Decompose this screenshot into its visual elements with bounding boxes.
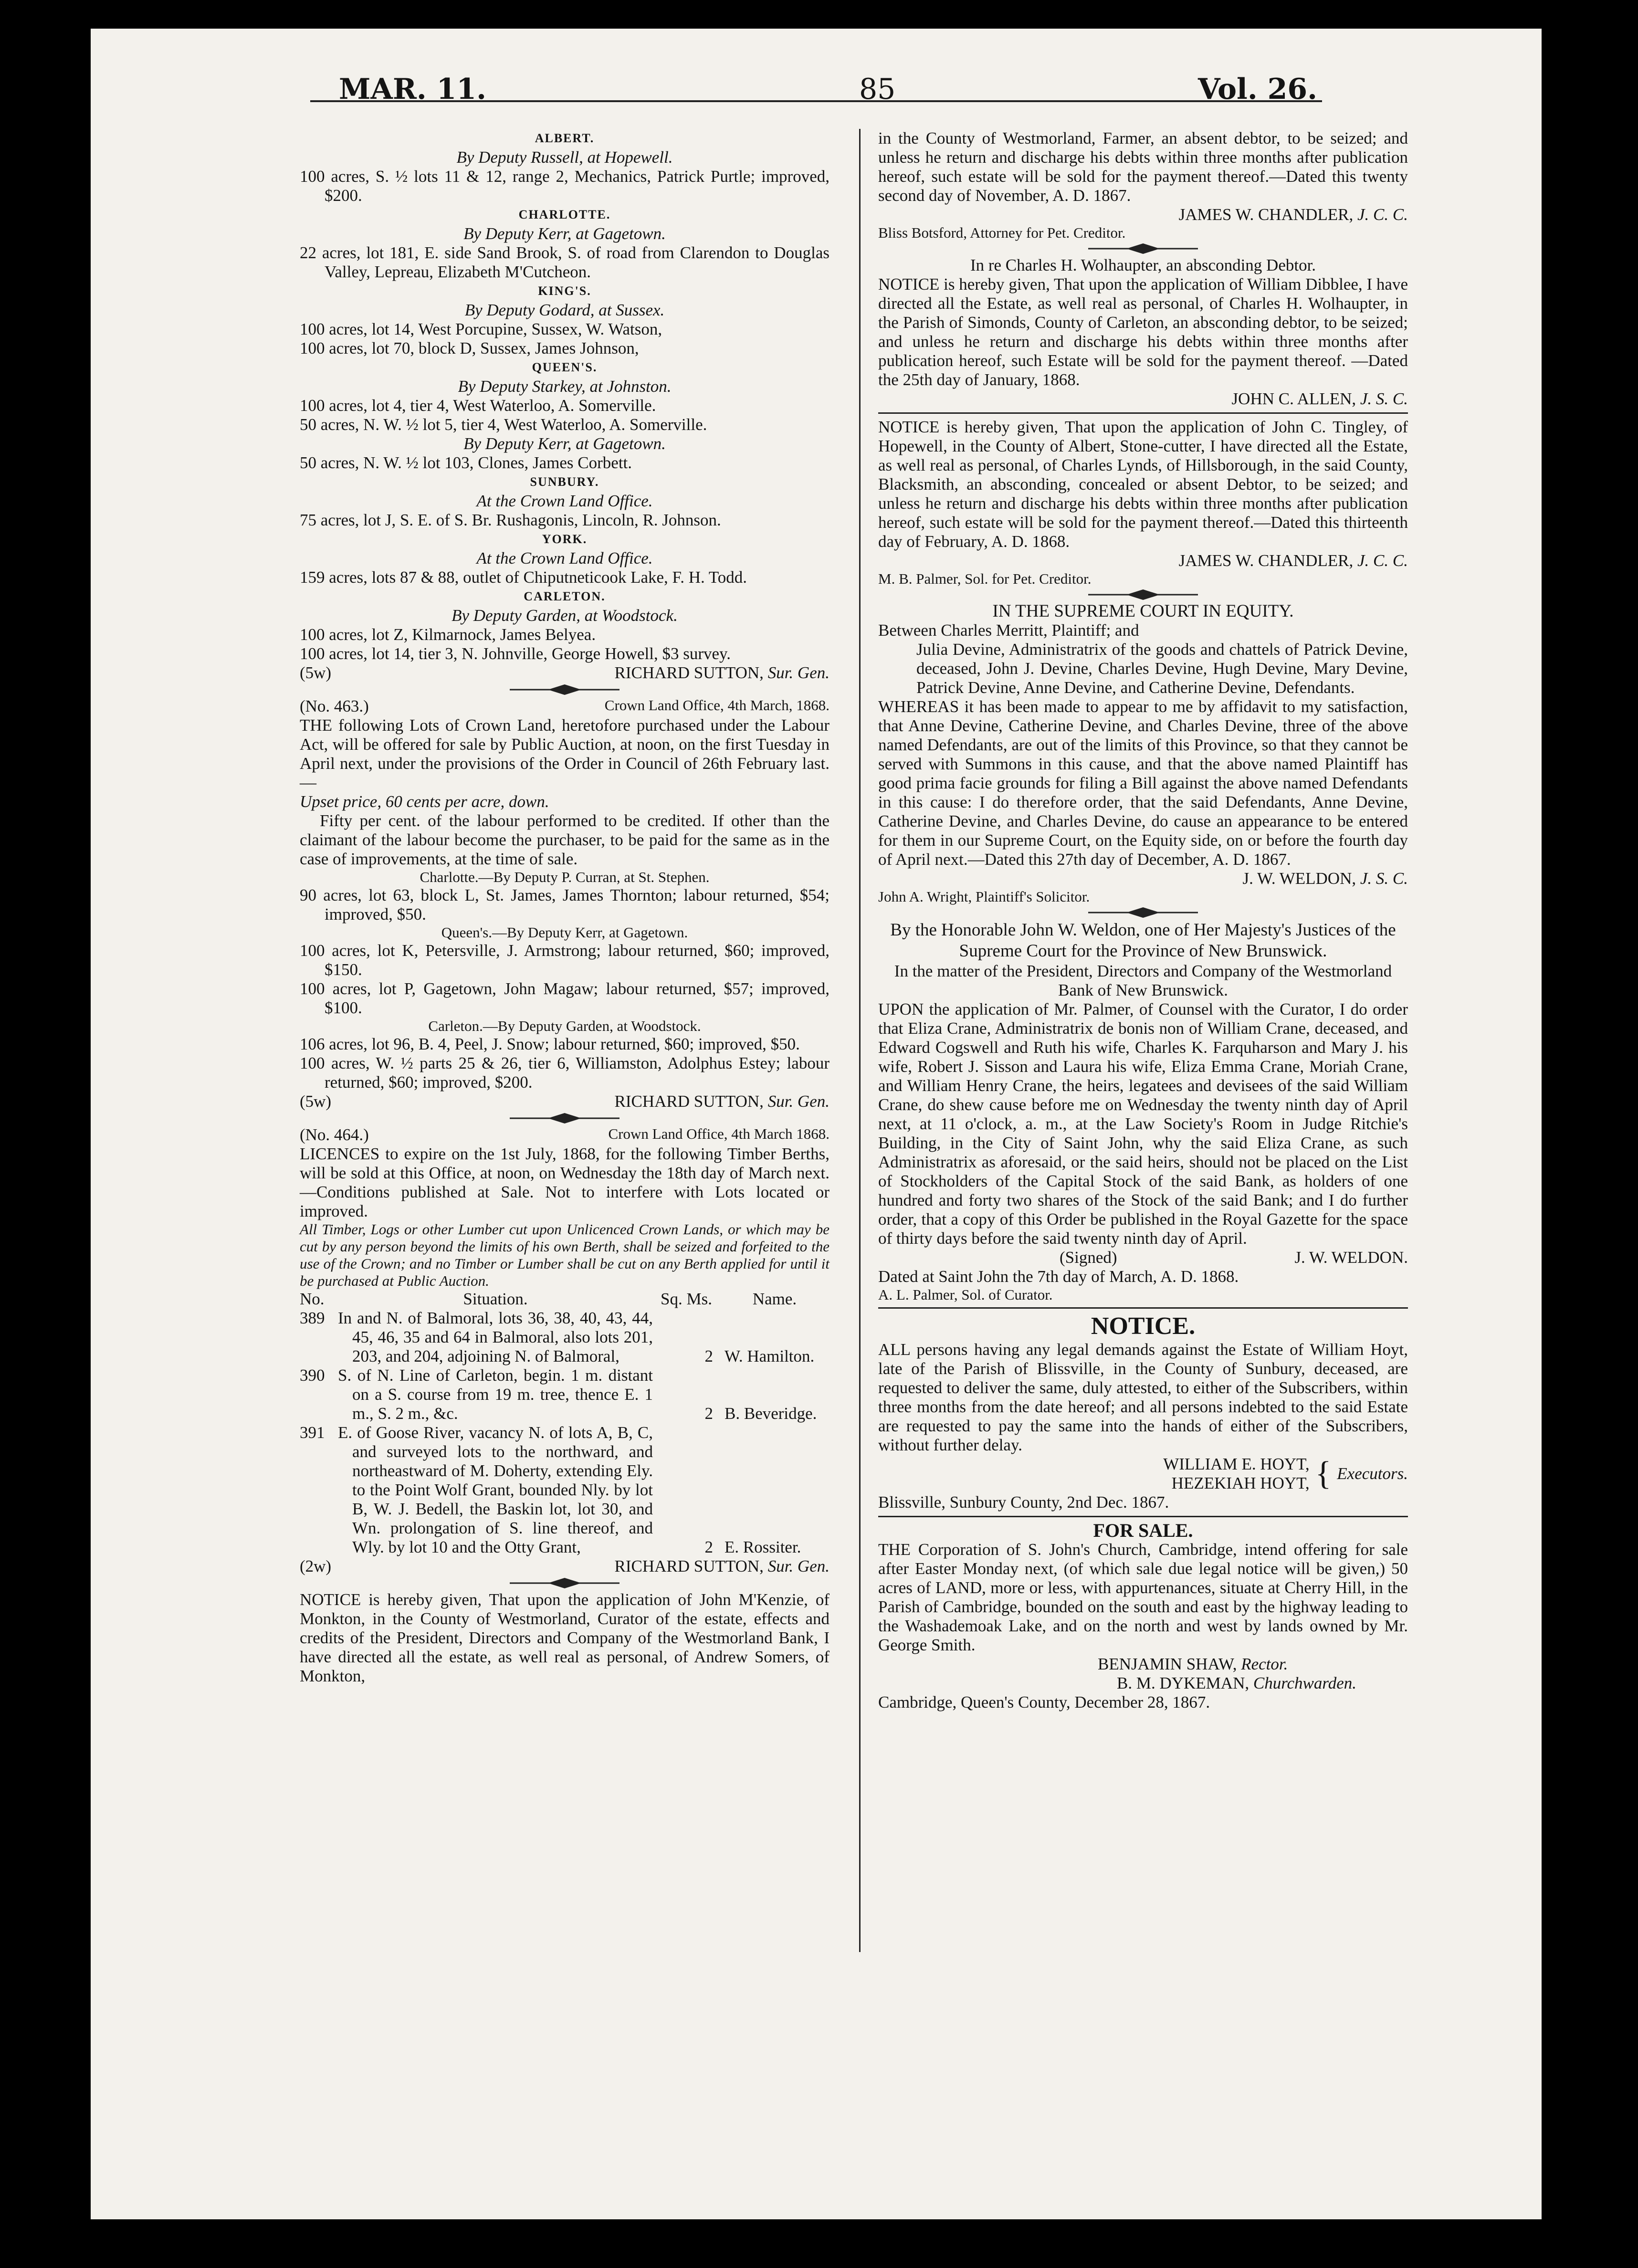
notice-paragraph: UPON the application of Mr. Palmer, of Counsel with the Curator, I do order that Eliza Crane, Administratrix de bonis non of William Crane, deceased, and Edward Cogswell and Ruth his wife, Charles K. Farquharson and Mary J. his wife, Robert J. Sisson and Laura his wife, Eliza Emma Crane, Moriah Crane, and William Henry Crane, the heirs, legatees and devisees of the said William Crane, do shew cause before me on Wednesday the twenty ninth day of April next, at 11 o'clock, a. m., at the Law Society's Room in Judge Ritchie's Building, in the City of Saint John, why the said Eliza Crane, as such Administratrix as aforesaid, or the said heirs, should not be placed on the List of Stockholders of the Capital Stock of the said Bank, as holders of one hundred and forty two shares of the Stock of the said Bank; and I do further order, that a copy of this Order be published in the Royal Gazette for the space of thirty days before the said twenty ninth day of April.	[878, 1000, 1408, 1248]
berth-no: 389	[300, 1309, 325, 1327]
header-rule	[310, 100, 1322, 102]
signature-line	[878, 551, 1408, 570]
county-subhead: Charlotte.—By Deputy P. Curran, at St. Stephen.	[420, 869, 710, 885]
executors-block	[878, 1455, 1408, 1493]
county-heading: SUNBURY.	[530, 475, 599, 489]
notice-paragraph: NOTICE is hereby given, That upon the application of John M'Kenzie, of Monkton, in the County of Westmorland, Curator of the estate, effects and credits of the President, Directors and Company of the Westmorland Bank, I have directed all the estate, as well real as personal, of Andrew Somers, of Monkton,	[300, 1590, 830, 1685]
county-heading: QUEEN'S.	[532, 360, 598, 374]
land-entry: 100 acres, lot P, Gagetown, John Magaw; labour returned, $57; improved, $100.	[300, 979, 830, 1017]
notice-heading: In re Charles H. Wolhaupter, an absconding Debtor.	[970, 256, 1316, 274]
col-situation: Situation.	[463, 1290, 528, 1308]
signer-name: B. M. DYKEMAN,	[1117, 1674, 1250, 1692]
signer-title: Sur. Gen.	[767, 1557, 830, 1575]
executors-title: Executors.	[1337, 1464, 1408, 1483]
solicitor-line: John A. Wright, Plaintiff's Solicitor.	[878, 888, 1090, 905]
signer-name: RICHARD SUTTON,	[614, 663, 764, 682]
land-entry: 106 acres, lot 96, B. 4, Peel, J. Snow; labour returned, $60; improved, $50.	[300, 1035, 800, 1053]
notice-number: (No. 463.)	[300, 697, 369, 715]
notice-paragraph: NOTICE is hereby given, That upon the application of William Dibblee, I have directed all the Estate, as well real as personal, of Charles H. Wolhaupter, in the Parish of Simonds, County of Carleton, an absconding debtor, to be seized; and unless he return and discharge his debts within three months after publication hereof, such Estate will be sold for the payment thereof. —Dated the 25th day of January, 1868.	[878, 275, 1408, 389]
divider-ornament	[878, 588, 1408, 602]
signer-title: J. S. C.	[1360, 389, 1408, 408]
notice-paragraph: THE following Lots of Crown Land, heretofore purchased under the Labour Act, will be offered for sale by Public Auction, at noon, on the first Tuesday in April next, under the provisions of the Order in Council of 26th February last.—	[300, 716, 830, 792]
berth-situation: E. of Goose River, vacancy N. of lots A, B, C, and surveyed lots to the northward, and northeastward of M. Doherty, extending Ely. to the Point Wolf Grant, bounded Nly. by lot B, W. J. Bedell, the Baskin lot, lot 30, and Wn. prolongation of S. line thereof, and Wly. by lot 10 and the Otty Grant,	[338, 1423, 653, 1556]
col-no: No.	[300, 1290, 325, 1308]
berth-no: 391	[300, 1423, 325, 1442]
notice-paragraph: ALL persons having any legal demands against the Estate of William Hoyt, late of the Parish of Blissville, in the County of Sunbury, deceased, are requested to deliver the same, duly attested, to either of the Subscribers, within three months from the date hereof; and all persons indebted to the said Estate are requested to pay the same into the hands of either of the Subscribers, without further delay.	[878, 1340, 1408, 1454]
signer-title: Churchwarden.	[1253, 1674, 1357, 1692]
deputy-line: By Deputy Godard, at Sussex.	[464, 301, 665, 319]
signer-name: RICHARD SUTTON,	[614, 1092, 764, 1111]
divider-ornament	[300, 1576, 830, 1590]
signature-line	[878, 1655, 1408, 1674]
signer-title: J. C. C.	[1357, 551, 1408, 570]
left-column	[300, 129, 830, 1686]
column-divider	[859, 129, 861, 1952]
county-heading: ALBERT.	[535, 131, 595, 145]
notice-title: NOTICE.	[1091, 1312, 1196, 1340]
berth-no: 390	[300, 1366, 325, 1385]
signature-line	[878, 1248, 1408, 1267]
divider-rule	[878, 1516, 1408, 1517]
land-entry: 90 acres, lot 63, block L, St. James, James Thornton; labour returned, $54; improved, $50.	[300, 886, 830, 924]
notice-paragraph: in the County of Westmorland, Farmer, an absent debtor, to be seized; and unless he return and discharge his debts within three months after publication hereof, such estate will be sold for the payment thereof.—Dated this twenty second day of November, A. D. 1867.	[878, 129, 1408, 205]
signer-title: Sur. Gen.	[767, 1092, 830, 1111]
signature-line	[300, 663, 830, 682]
land-entry: 22 acres, lot 181, E. side Sand Brook, S. of road from Clarendon to Douglas Valley, Lepreau, Elizabeth M'Cutcheon.	[300, 243, 830, 281]
signer-name: J. W. WELDON,	[1242, 869, 1356, 888]
header-volume: Vol. 26.	[1197, 73, 1317, 106]
table-row	[300, 1366, 830, 1423]
land-entry: 100 acres, lot 14, tier 3, N. Johnville, George Howell, $3 survey.	[300, 644, 731, 663]
insertion-tag: (2w)	[300, 1557, 332, 1575]
brace-glyph: {	[1315, 1455, 1332, 1492]
signed-note: (Signed)	[1060, 1248, 1117, 1267]
land-entry: 100 acres, lot 70, block D, Sussex, James Johnson,	[300, 339, 639, 357]
county-subhead: Carleton.—By Deputy Garden, at Woodstock.	[428, 1018, 701, 1034]
notice-paragraph: WHEREAS it has been made to appear to me by affidavit to my satisfaction, that Anne Devine, Catherine Devine, and Charles Devine, three of the above named Defendants, are out of the limits of this Province, so that they cannot be served with Summons in this cause, and that the above named Plaintiff has good prima facie grounds for filing a Bill against the above named Defendants in this cause: I do therefore order, that the said Defendants, Anne Devine, Catherine Devine, and Charles Devine, do cause an appearance to be entered for them in our Supreme Court, on the Equity side, on or before the fourth day of April next.—Dated this 27th day of December, A. D. 1867.	[878, 697, 1408, 869]
deputy-line: By Deputy Starkey, at Johnston.	[458, 377, 672, 396]
place-date-line: Cambridge, Queen's County, December 28, 1867.	[878, 1693, 1210, 1712]
notice-paragraph: All Timber, Logs or other Lumber cut upon Unlicenced Crown Lands, or which may be cut by any person beyond the limits of his own Berth, shall be seized and forfeited to the use of the Crown; and no Timber or Lumber shall be cut on any Berth applied for until it be purchased at Public Auction.	[300, 1221, 830, 1289]
notice-number: (No. 464.)	[300, 1125, 369, 1144]
notice-heading	[300, 697, 830, 716]
attorney-line: Bliss Botsford, Attorney for Pet. Creditor.	[878, 224, 1126, 241]
signer-title: J. C. C.	[1357, 205, 1408, 224]
insertion-tag: (5w)	[300, 1092, 332, 1111]
notice-paragraph: NOTICE is hereby given, That upon the application of John C. Tingley, of Hopewell, in the County of Albert, Stone-cutter, I have directed all the Estate, as well real as personal, of Charles Lynds, of Hillsborough, in the said County, Blacksmith, an absconding, concealed or absent Debtor, to be seized; and unless he return and discharge his debts within three months after publication hereof, such estate will be sold for the payment thereof.—Dated this thirteenth day of February, A. D. 1868.	[878, 418, 1408, 551]
signer-name: JOHN C. ALLEN,	[1231, 389, 1356, 408]
berth-situation: In and N. of Balmoral, lots 36, 38, 40, 43, 44, 45, 46, 35 and 64 in Balmoral, also lots 201, 203, and 204, adjoining N. of Balmoral,	[338, 1309, 653, 1365]
deputy-line: At the Crown Land Office.	[476, 549, 653, 567]
notice-paragraph: THE Corporation of S. John's Church, Cambridge, intend offering for sale after Easter Monday next, (of which sale due legal notice will be given,) 50 acres of LAND, more or less, with appurtenances, situate at Cherry Hill, in the Parish of Cambridge, bounded on the south and east by the highway leading to the Washademoak Lake, and on the north and west by lands owned by Mr. George Smith.	[878, 1540, 1408, 1654]
signature-line	[300, 1092, 830, 1111]
sale-title: FOR SALE.	[1093, 1520, 1193, 1541]
divider-ornament	[878, 242, 1408, 256]
land-entry: 100 acres, S. ½ lots 11 & 12, range 2, Mechanics, Patrick Purtle; improved, $200.	[300, 167, 830, 205]
right-column	[878, 129, 1408, 1712]
berth-name: W. Hamilton.	[724, 1347, 815, 1365]
land-entry: 50 acres, N. W. ½ lot 5, tier 4, West Waterloo, A. Somerville.	[300, 415, 707, 434]
signature-line	[878, 205, 1408, 224]
notice-paragraph: LICENCES to expire on the 1st July, 1868, for the following Timber Berths, will be sold at this Office, at noon, on Wednesday the 18th day of March next.—Conditions published at Sale. Not to interfere with Lots located or improved.	[300, 1144, 830, 1220]
county-heading: YORK.	[542, 532, 588, 546]
berth-sqms: 2	[704, 1347, 713, 1365]
county-heading: CHARLOTTE.	[518, 208, 611, 221]
notice-office-date: Crown Land Office, 4th March, 1868.	[604, 697, 830, 714]
gazette-page	[91, 29, 1542, 2219]
signer-name: RICHARD SUTTON,	[614, 1557, 764, 1575]
land-entry: 75 acres, lot J, S. E. of S. Br. Rushagonis, Lincoln, R. Johnson.	[300, 511, 721, 529]
berth-situation: S. of N. Line of Carleton, begin. 1 m. distant on a S. course from 19 m. tree, thence E. 1 m., S. 2 m., &c.	[338, 1366, 653, 1423]
divider-rule	[878, 412, 1408, 414]
deputy-line: At the Crown Land Office.	[476, 492, 653, 510]
place-date-line: Blissville, Sunbury County, 2nd Dec. 1867.	[878, 1493, 1169, 1512]
signer-title: Sur. Gen.	[767, 663, 830, 682]
header-page-number: 85	[859, 73, 896, 106]
land-entry: 100 acres, W. ½ parts 25 & 26, tier 6, Williamston, Adolphus Estey; labour returned, $60; improved, $200.	[300, 1054, 830, 1092]
table-row	[300, 1423, 830, 1557]
header-date: MAR. 11.	[339, 73, 486, 106]
signer-name: J. W. WELDON.	[1294, 1248, 1408, 1267]
signature-line	[878, 389, 1408, 409]
land-entry: 100 acres, lot 4, tier 4, West Waterloo, A. Somerville.	[300, 396, 656, 415]
order-heading: By the Honorable John W. Weldon, one of Her Majesty's Justices of the Supreme Court for the Province of New Brunswick.	[890, 920, 1396, 961]
county-heading: KING'S.	[538, 284, 591, 298]
col-sqms: Sq. Ms.	[661, 1290, 712, 1308]
land-entry: 100 acres, lot Z, Kilmarnock, James Belyea.	[300, 625, 596, 644]
signature-line	[878, 1674, 1408, 1693]
land-entry: 100 acres, lot K, Petersville, J. Armstrong; labour returned, $60; improved, $150.	[300, 941, 830, 979]
insertion-tag: (5w)	[300, 663, 332, 682]
berth-name: E. Rossiter.	[724, 1538, 801, 1556]
signer-title: J. S. C.	[1360, 869, 1408, 888]
land-entry: 50 acres, N. W. ½ lot 103, Clones, James Corbett.	[300, 453, 632, 472]
court-heading: IN THE SUPREME COURT IN EQUITY.	[992, 601, 1294, 621]
notice-heading	[300, 1125, 830, 1144]
executor-name: WILLIAM E. HOYT,	[1163, 1455, 1310, 1473]
matter-line: In the matter of the President, Directors and Company of the Westmorland Bank of New Brunswick.	[894, 962, 1392, 999]
executor-name: HEZEKIAH HOYT,	[1171, 1474, 1310, 1492]
signature-line	[300, 1557, 830, 1576]
signature-line	[878, 869, 1408, 888]
county-subhead: Queen's.—By Deputy Kerr, at Gagetown.	[441, 924, 688, 941]
timber-berth-table	[300, 1290, 830, 1557]
divider-rule	[878, 1307, 1408, 1309]
land-entry: 159 acres, lots 87 & 88, outlet of Chiputneticook Lake, F. H. Todd.	[300, 568, 747, 587]
divider-ornament	[878, 905, 1408, 920]
divider-ornament	[300, 1111, 830, 1125]
berth-sqms: 2	[704, 1404, 713, 1423]
signer-name: BENJAMIN SHAW,	[1098, 1655, 1237, 1673]
upset-price: Upset price, 60 cents per acre, down.	[300, 792, 549, 811]
berth-sqms: 2	[704, 1538, 713, 1556]
county-heading: CARLETON.	[524, 589, 606, 603]
notice-paragraph: Fifty per cent. of the labour performed to be credited. If other than the claimant of the labour become the purchaser, to be paid for the same as in the case of improvements, at the time of sale.	[300, 811, 830, 868]
signer-title: Rector.	[1241, 1655, 1288, 1673]
land-entry: 100 acres, lot 14, West Porcupine, Sussex, W. Watson,	[300, 320, 662, 338]
signer-name: JAMES W. CHANDLER,	[1178, 551, 1354, 570]
parties-line: Julia Devine, Administratrix of the goods and chattels of Patrick Devine, deceased, John J. Devine, Charles Devine, Hugh Devine, Mary Devine, Patrick Devine, Anne Devine, and Catherine Devine, Defendants.	[916, 640, 1408, 697]
col-name: Name.	[752, 1290, 797, 1308]
table-header	[300, 1290, 830, 1309]
deputy-line: By Deputy Russell, at Hopewell.	[456, 148, 673, 167]
parties-line: Between Charles Merritt, Plaintiff; and	[878, 621, 1139, 640]
notice-office-date: Crown Land Office, 4th March 1868.	[608, 1125, 830, 1142]
deputy-line: By Deputy Kerr, at Gagetown.	[463, 224, 666, 243]
solicitor-line: A. L. Palmer, Sol. of Curator.	[878, 1286, 1053, 1303]
deputy-line: By Deputy Garden, at Woodstock.	[452, 606, 678, 625]
berth-name: B. Beveridge.	[724, 1404, 817, 1423]
divider-ornament	[300, 682, 830, 697]
solicitor-line: M. B. Palmer, Sol. for Pet. Creditor.	[878, 570, 1092, 587]
deputy-line: By Deputy Kerr, at Gagetown.	[463, 434, 666, 453]
signer-name: JAMES W. CHANDLER,	[1178, 205, 1354, 224]
dated-line: Dated at Saint John the 7th day of March, A. D. 1868.	[878, 1267, 1239, 1286]
table-row	[300, 1309, 830, 1366]
